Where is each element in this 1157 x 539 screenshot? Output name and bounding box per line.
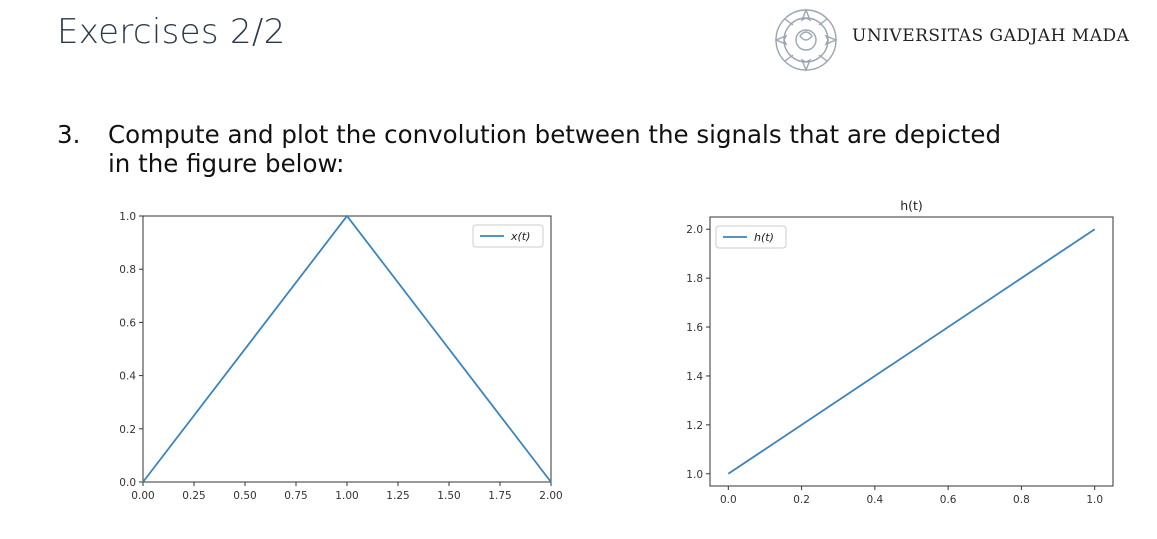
x-tick-label: 0.6 [939, 494, 957, 506]
x-tick-label: 0.0 [719, 494, 737, 506]
x-tick-label: 1.50 [437, 490, 461, 502]
x-tick-label: 2.00 [539, 490, 563, 502]
x-tick-label: 0.50 [233, 490, 257, 502]
page-title: Exercises 2/2 [57, 12, 286, 52]
x-tick-label: 0.25 [182, 490, 206, 502]
y-tick-label: 1.4 [686, 370, 703, 383]
y-tick-label: 1.8 [686, 273, 703, 286]
y-tick-label: 0.2 [119, 423, 136, 436]
y-tick-label: 1.6 [686, 322, 703, 335]
x-tick-label: 0.75 [284, 490, 308, 502]
legend-label: x(t) [511, 230, 531, 243]
y-tick-label: 1.0 [119, 211, 136, 223]
x-tick-label: 1.25 [386, 490, 410, 502]
question-number: 3. [57, 120, 81, 149]
x-tick-label: 1.0 [1086, 494, 1104, 506]
x-tick-label: 0.4 [866, 494, 884, 506]
x-tick-label: 0.2 [793, 494, 810, 506]
y-tick-label: 2.0 [686, 224, 703, 237]
y-tick-label: 0.4 [119, 370, 136, 383]
legend-label: h(t) [754, 231, 774, 244]
x-tick-label: 0.00 [131, 490, 155, 502]
y-tick-label: 1.0 [686, 468, 703, 481]
y-tick-label: 0.8 [119, 264, 136, 277]
x-tick-label: 0.8 [1013, 494, 1030, 506]
series-line [728, 229, 1094, 474]
x-tick-label: 1.75 [488, 490, 512, 502]
y-tick-label: 1.2 [686, 419, 703, 432]
x-tick-label: 1.00 [335, 490, 359, 502]
chart-title: h(t) [900, 198, 923, 213]
question-text: Compute and plot the convolution between the signals that are depicted in the figure below: [108, 120, 1002, 178]
y-tick-label: 0.0 [119, 477, 136, 489]
y-tick-label: 0.6 [119, 317, 136, 330]
university-name: UNIVERSITAS GADJAH MADA [852, 26, 1130, 46]
